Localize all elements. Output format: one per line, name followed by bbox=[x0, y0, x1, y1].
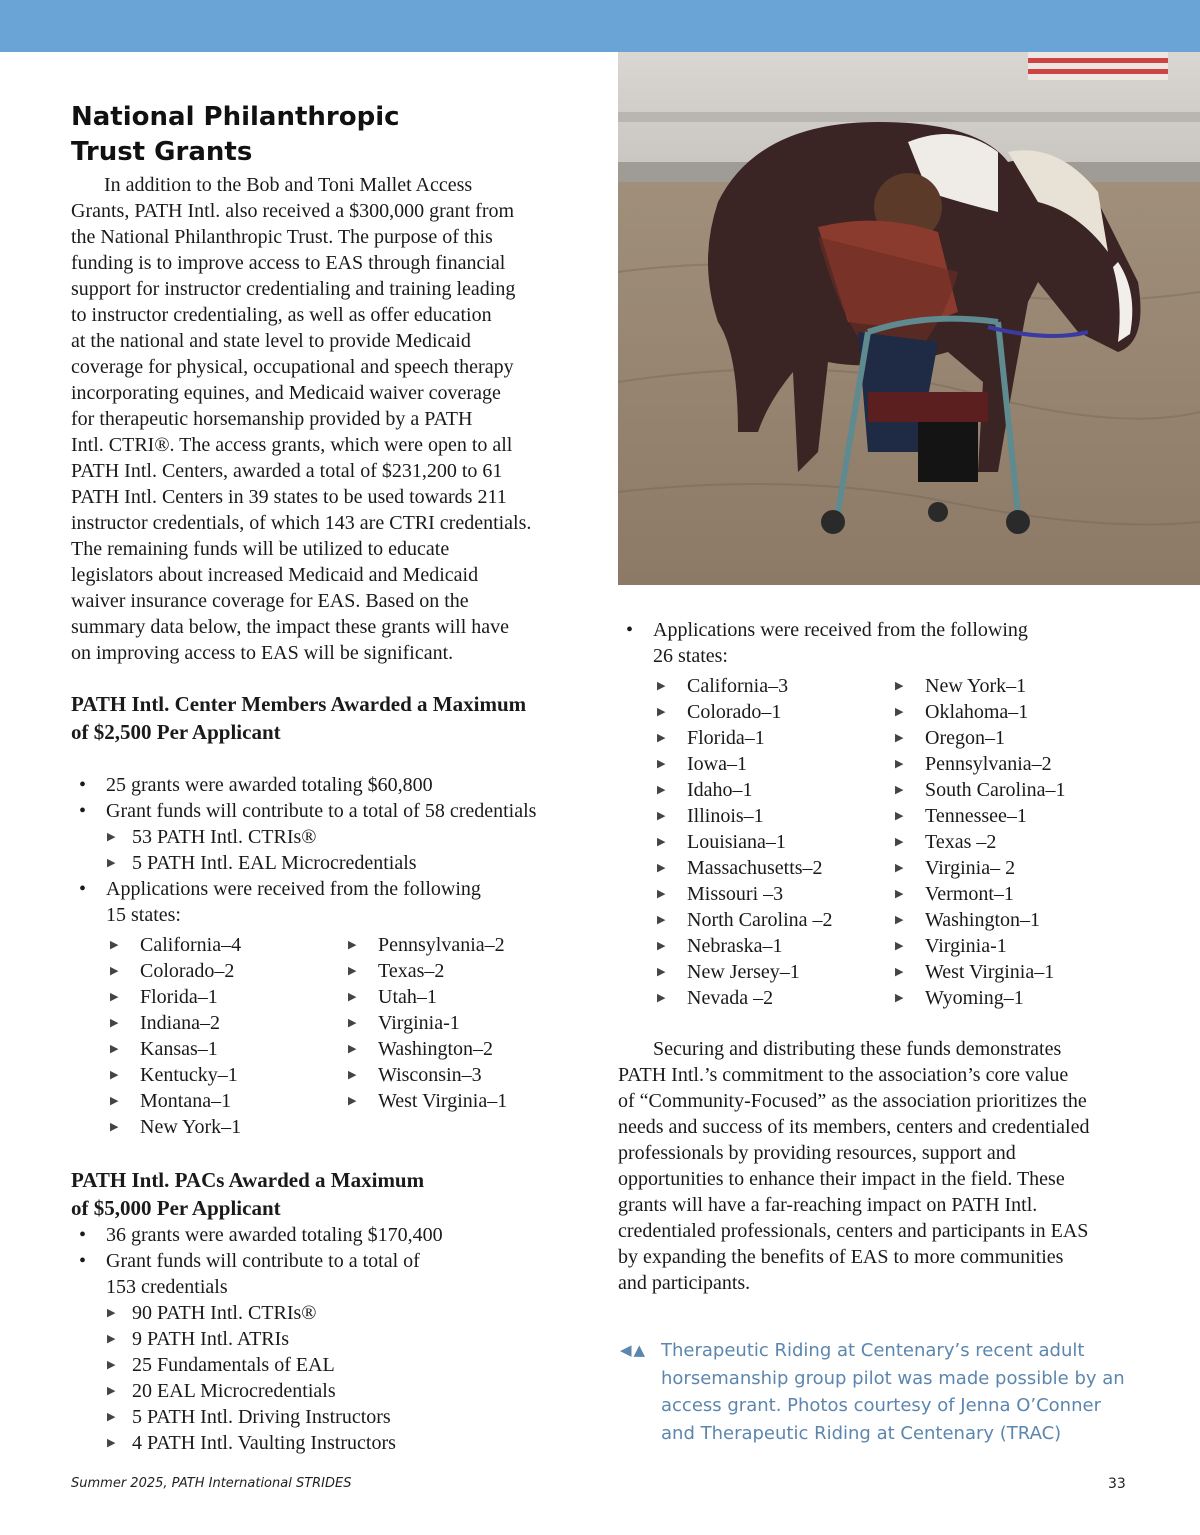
state-item: ▶ Kansas–1 bbox=[110, 1038, 218, 1060]
state-item: ▶ Virginia– 2 bbox=[895, 857, 1016, 879]
closing-paragraph: Securing and distributing these funds demonstrates PATH Intl.’s commitment to the association’s core value of “Community-Focused” as the association prioritizes the needs and success of its members, centers and credentialed professionals by providing resources, support and opportunities to enhance their impact in the field. These grants will have a far-reaching impact on PATH Intl. credentialed professionals, centers and participants in EAS by expanding the benefits of EAS to more communities and participants. bbox=[618, 1038, 1090, 1294]
triangle-bullet-icon: ▶ bbox=[348, 1043, 357, 1055]
state-item: ▶ Tennessee–1 bbox=[895, 805, 1027, 827]
state-item: ▶ Illinois–1 bbox=[657, 805, 764, 827]
triangle-bullet-icon: ▶ bbox=[657, 680, 666, 692]
list-item-continuation: 15 states: bbox=[106, 904, 181, 926]
triangle-bullet-icon: ▶ bbox=[348, 1095, 357, 1107]
triangle-bullet-icon: ▶ bbox=[657, 940, 666, 952]
triangle-bullet-icon: ▶ bbox=[895, 992, 904, 1004]
state-item: ▶ Florida–1 bbox=[657, 727, 765, 749]
state-item: ▶ Iowa–1 bbox=[657, 753, 747, 775]
list-item-continuation: 26 states: bbox=[653, 645, 728, 667]
triangle-bullet-icon: ▶ bbox=[895, 784, 904, 796]
list-item: ▶ 53 PATH Intl. CTRIs® bbox=[107, 826, 317, 848]
triangle-bullet-icon: ▶ bbox=[657, 992, 666, 1004]
state-item: ▶ Texas –2 bbox=[895, 831, 997, 853]
list-item: ▶ 9 PATH Intl. ATRIs bbox=[107, 1328, 290, 1350]
state-item: ▶ Nevada –2 bbox=[657, 987, 774, 1009]
triangle-bullet-icon: ▶ bbox=[657, 862, 666, 874]
triangle-bullet-icon: ▶ bbox=[107, 1333, 116, 1345]
triangle-bullet-icon: ▶ bbox=[348, 965, 357, 977]
triangle-bullet-icon: ▶ bbox=[657, 732, 666, 744]
triangle-bullet-icon: ▶ bbox=[107, 831, 116, 843]
header-color-bar bbox=[0, 0, 1200, 52]
photo-caption: ◀▲ Therapeutic Riding at Centenary’s recent adult horsemanship group pilot was made possible by an access grant. Photos courtesy of Jenna O’Conner and Therapeutic Riding at Centenary (TRAC) bbox=[618, 1337, 1178, 1447]
state-item: ▶ Wyoming–1 bbox=[895, 987, 1024, 1009]
triangle-bullet-icon: ▶ bbox=[110, 1043, 119, 1055]
pacs-states-intro bbox=[618, 617, 1028, 669]
list-item-continuation: 153 credentials bbox=[106, 1276, 228, 1298]
footer-publication: Summer 2025, PATH International STRIDES bbox=[71, 1476, 352, 1491]
state-item: ▶ Utah–1 bbox=[348, 986, 437, 1008]
triangle-bullet-icon: ▶ bbox=[657, 758, 666, 770]
state-item: ▶ California–4 bbox=[110, 934, 242, 956]
triangle-bullet-icon: ▶ bbox=[348, 1069, 357, 1081]
triangle-bullet-icon: ▶ bbox=[348, 1017, 357, 1029]
list-item: ▶ 5 PATH Intl. Driving Instructors bbox=[107, 1406, 391, 1428]
state-item: ▶ Colorado–2 bbox=[110, 960, 235, 982]
triangle-bullet-icon: ▶ bbox=[348, 939, 357, 951]
triangle-bullet-icon: ▶ bbox=[895, 914, 904, 926]
list-item: • 25 grants were awarded totaling $60,800 bbox=[71, 772, 536, 798]
centers-states-columns bbox=[106, 932, 586, 1142]
state-item: ▶ Vermont–1 bbox=[895, 883, 1014, 905]
triangle-bullet-icon: ▶ bbox=[657, 914, 666, 926]
list-item: ▶ 20 EAL Microcredentials bbox=[107, 1380, 336, 1402]
states-column-2 bbox=[344, 932, 507, 1114]
triangle-bullet-icon: ▶ bbox=[110, 991, 119, 1003]
state-item: ▶ Virginia-1 bbox=[348, 1012, 460, 1034]
state-item: ▶ West Virginia–1 bbox=[348, 1090, 508, 1112]
list-item: ▶ 90 PATH Intl. CTRIs® bbox=[107, 1302, 317, 1324]
triangle-bullet-icon: ▶ bbox=[657, 966, 666, 978]
triangle-bullet-icon: ▶ bbox=[107, 1437, 116, 1449]
triangle-bullet-icon: ▶ bbox=[110, 939, 119, 951]
state-item: ▶ West Virginia–1 bbox=[895, 961, 1055, 983]
triangle-bullet-icon: ▶ bbox=[657, 836, 666, 848]
centers-bullet-list bbox=[71, 772, 536, 928]
triangle-bullet-icon: ▶ bbox=[895, 888, 904, 900]
state-item: ▶ Virginia-1 bbox=[895, 935, 1007, 957]
triangle-bullet-icon: ▶ bbox=[107, 857, 116, 869]
triangle-bullet-icon: ▶ bbox=[110, 1095, 119, 1107]
list-item: • Grant funds will contribute to a total of 58 credentials bbox=[71, 798, 536, 824]
state-item: ▶ New Jersey–1 bbox=[657, 961, 800, 983]
state-item: ▶ Florida–1 bbox=[110, 986, 218, 1008]
state-item: ▶ South Carolina–1 bbox=[895, 779, 1066, 801]
triangle-bullet-icon: ▶ bbox=[657, 810, 666, 822]
article-title: National Philanthropic Trust Grants bbox=[71, 102, 400, 167]
triangle-bullet-icon: ▶ bbox=[110, 1121, 119, 1133]
list-item: ▶ 25 Fundamentals of EAL bbox=[107, 1354, 335, 1376]
triangle-bullet-icon: ▶ bbox=[657, 706, 666, 718]
triangle-bullet-icon: ▶ bbox=[895, 862, 904, 874]
state-item: ▶ Nebraska–1 bbox=[657, 935, 783, 957]
pacs-heading: PATH Intl. PACs Awarded a Maximum of $5,000 Per Applicant bbox=[71, 1168, 425, 1220]
state-item: ▶ Washington–2 bbox=[348, 1038, 494, 1060]
state-item: ▶ New York–1 bbox=[895, 675, 1027, 697]
horse-walker-photo bbox=[618, 52, 1200, 585]
triangle-bullet-icon: ▶ bbox=[895, 810, 904, 822]
page-number: 33 bbox=[1108, 1476, 1126, 1492]
triangle-bullet-icon: ▶ bbox=[657, 888, 666, 900]
state-item: ▶ Montana–1 bbox=[110, 1090, 232, 1112]
state-item: ▶ Oregon–1 bbox=[895, 727, 1005, 749]
caption-pointer-icon: ◀▲ bbox=[620, 1341, 648, 1359]
state-item: ▶ Wisconsin–3 bbox=[348, 1064, 482, 1086]
state-item: ▶ Louisiana–1 bbox=[657, 831, 786, 853]
triangle-bullet-icon: ▶ bbox=[107, 1359, 116, 1371]
state-item: ▶ Washington–1 bbox=[895, 909, 1041, 931]
state-item: ▶ Oklahoma–1 bbox=[895, 701, 1029, 723]
state-item: ▶ North Carolina –2 bbox=[657, 909, 833, 931]
list-item: ▶ 4 PATH Intl. Vaulting Instructors bbox=[107, 1432, 396, 1454]
triangle-bullet-icon: ▶ bbox=[110, 965, 119, 977]
states-column-1 bbox=[106, 932, 241, 1140]
triangle-bullet-icon: ▶ bbox=[107, 1411, 116, 1423]
list-item: • Applications were received from the following bbox=[71, 876, 536, 902]
state-item: ▶ Indiana–2 bbox=[110, 1012, 220, 1034]
triangle-bullet-icon: ▶ bbox=[110, 1069, 119, 1081]
triangle-bullet-icon: ▶ bbox=[348, 991, 357, 1003]
pacs-states-columns bbox=[653, 673, 1193, 1013]
triangle-bullet-icon: ▶ bbox=[657, 784, 666, 796]
state-item: ▶ Pennsylvania–2 bbox=[895, 753, 1052, 775]
triangle-bullet-icon: ▶ bbox=[895, 680, 904, 692]
triangle-bullet-icon: ▶ bbox=[895, 758, 904, 770]
list-item: ▶ 5 PATH Intl. EAL Microcredentials bbox=[107, 852, 417, 874]
state-item: ▶ Kentucky–1 bbox=[110, 1064, 238, 1086]
state-item: ▶ Pennsylvania–2 bbox=[348, 934, 505, 956]
state-item: ▶ Missouri –3 bbox=[657, 883, 784, 905]
state-item: ▶ Texas–2 bbox=[348, 960, 445, 982]
intro-paragraph: In addition to the Bob and Toni Mallet Access Grants, PATH Intl. also received a $300,000 grant from the National Philanthropic Trust. The purpose of this funding is to improve access to EAS through financial support for instructor credentialing and training leading to instructor credentialing, as well as offer education at the national and state level to provide Medicaid coverage for physical, occupational and speech therapy incorporating equines, and Medicaid waiver coverage for therapeutic horsemanship provided by a PATH Intl. CTRI®. The access grants, which were open to all PATH Intl. Centers, awarded a total of $231,200 to 61 PATH Intl. Centers in 39 states to be used towards 211 instructor credentials, of which 143 are CTRI credentials. The remaining funds will be utilized to educate legislators about increased Medicaid and Medicaid waiver insurance coverage for EAS. Based on the summary data below, the impact these grants will have on improving access to EAS will be significant. bbox=[71, 174, 532, 664]
states-column-1 bbox=[653, 673, 833, 1011]
triangle-bullet-icon: ▶ bbox=[107, 1385, 116, 1397]
triangle-bullet-icon: ▶ bbox=[895, 966, 904, 978]
state-item: ▶ Colorado–1 bbox=[657, 701, 782, 723]
triangle-bullet-icon: ▶ bbox=[107, 1307, 116, 1319]
list-item: • Grant funds will contribute to a total of bbox=[71, 1248, 443, 1274]
list-item: • Applications were received from the following bbox=[618, 617, 1028, 643]
state-item: ▶ Massachusetts–2 bbox=[657, 857, 823, 879]
state-item: ▶ California–3 bbox=[657, 675, 789, 697]
triangle-bullet-icon: ▶ bbox=[895, 940, 904, 952]
triangle-bullet-icon: ▶ bbox=[895, 706, 904, 718]
pacs-bullet-list bbox=[71, 1222, 443, 1456]
states-column-2 bbox=[891, 673, 1066, 1011]
centers-heading: PATH Intl. Center Members Awarded a Maximum of $2,500 Per Applicant bbox=[71, 692, 527, 744]
triangle-bullet-icon: ▶ bbox=[895, 836, 904, 848]
state-item: ▶ New York–1 bbox=[110, 1116, 242, 1138]
state-item: ▶ Idaho–1 bbox=[657, 779, 753, 801]
triangle-bullet-icon: ▶ bbox=[110, 1017, 119, 1029]
list-item: • 36 grants were awarded totaling $170,400 bbox=[71, 1222, 443, 1248]
triangle-bullet-icon: ▶ bbox=[895, 732, 904, 744]
